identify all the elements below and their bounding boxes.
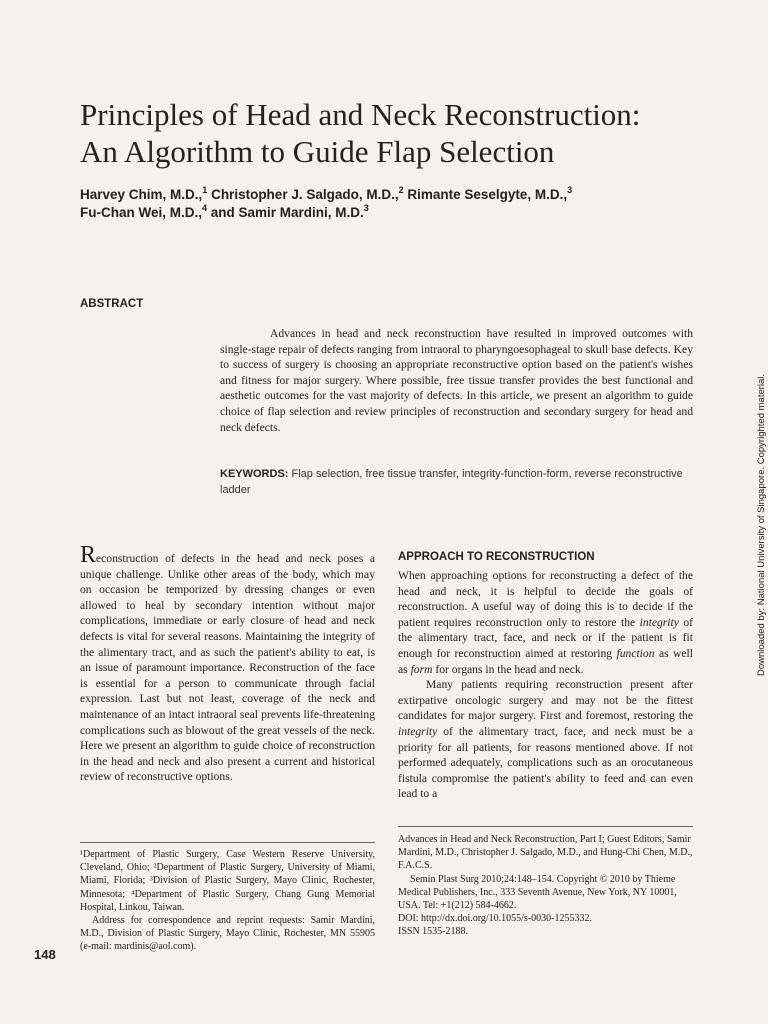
page-number: 148 <box>34 947 56 962</box>
author-1-affiliation: 1 <box>202 184 208 195</box>
emphasis-integrity: integrity <box>639 615 679 629</box>
section-heading: APPROACH TO RECONSTRUCTION <box>398 551 595 563</box>
issue-info: Advances in Head and Neck Reconstruction, Part I; Guest Editors, Samir Mardini, M.D., Christopher J. Salgado, M.D., and Hung-Chi Chen, M.D., F.A.C.S. <box>398 834 693 872</box>
affiliations: ¹Department of Plastic Surgery, Case Western Reserve University, Cleveland, Ohio; ²Department of Plastic Surgery, University of Miami, Miami, Florida; ³Division of Plastic Surgery, Mayo Clinic, Rochester, Minnesota; ⁴Department of Plastic Surgery, Chang Gung Memorial Hospital, Linkou, Taiwan. <box>80 849 375 913</box>
approach-paragraph-2: Many patients requiring reconstruction present after extirpative oncologic surgery and may not be the fittest candidates for major surgery. First and foremost, restoring the integrity of the alimentary tract, face, and neck must be a priority for all patients, for reasons mentioned above. If not performed adequately, complications such as an orocutaneous fistula compromise the patient's ability to feed and can even lead to a <box>398 678 693 801</box>
footnote-divider-left <box>80 842 375 843</box>
drop-cap: R <box>80 542 97 568</box>
correspondence-address: Address for correspondence and reprint requests: Samir Mardini, M.D., Division of Plastic Surgery, Mayo Clinic, Rochester, MN 55905 (e-mail: mardinis@aol.com). <box>80 915 375 953</box>
keywords <box>220 466 693 498</box>
intro-text: econstruction of defects in the head and neck poses a unique challenge. Unlike other areas of the body, which may on occasion be temporized by dressing changes or even allowed to heal by secondary intention without major complications, immediate or early closure of head and neck defects is vital for several reasons. Maintaining the integrity of the alimentary tract, and as such the patient's ability to eat, is an issue of paramount importance. Reconstruction of the face is essential for a person to communicate through facial expression. Last but not least, coverage of the neck and maintenance of an intact intraoral seal prevents life-threatening complications such as blowout of the great vessels of the neck. Here we present an algorithm to guide choice of reconstruction in the head and neck and also present a current and historical review of reconstructive options. <box>80 552 375 784</box>
citation-info: Semin Plast Surg 2010;24:148–154. Copyright © 2010 by Thieme Medical Publishers, Inc., 333 Seventh Avenue, New York, NY 10001, USA. Tel: +1(212) 584-4662. <box>398 873 677 912</box>
author-1: Harvey Chim, M.D., <box>80 187 203 202</box>
author-3: Rimante Seselgyte, M.D., <box>403 187 568 202</box>
article-title <box>80 96 720 170</box>
keywords-label: KEYWORDS: <box>220 468 289 480</box>
approach-paragraph-1: When approaching options for reconstructing a defect of the head and neck, it is helpful to decide the goals of reconstruction. A useful way of doing this is to decide if the patient requires reconstruction only to restore the integrity of the alimentary tract, face, and neck or if the patient is fit enough for reconstruction aimed at restoring function as well as form for organs in the head and neck. <box>398 569 693 676</box>
intro-paragraph <box>80 542 375 785</box>
author-3-affiliation: 3 <box>567 184 573 195</box>
emphasis-function: function <box>616 646 655 660</box>
author-5-affiliation: 3 <box>363 202 369 213</box>
footnote-divider-right <box>398 826 693 827</box>
author-4-affiliation: 4 <box>202 202 208 213</box>
right-column <box>398 548 693 802</box>
download-notice: Downloaded by: National University of Singapore. Copyrighted material. <box>756 373 767 676</box>
author-2: Christopher J. Salgado, M.D., <box>207 187 399 202</box>
keywords-text: Flap selection, free tissue transfer, integrity-function-form, reverse reconstructive ladder <box>220 468 683 496</box>
abstract-text: Advances in head and neck reconstruction have resulted in improved outcomes with single-stage repair of defects ranging from intraoral to pharyngoesophageal to skull base defects. Key to success of surgery is choosing an appropriate reconstructive option based on the patient's wishes and fitness for major surgery. Where possible, free tissue transfer provides the best functional and aesthetic outcomes for the vast majority of defects. In this article, we present an algorithm to guide choice of flap selection and review principles of reconstruction and secondary surgery for head and neck defects. <box>220 327 693 434</box>
author-list <box>80 186 720 222</box>
abstract-heading: ABSTRACT <box>80 298 144 310</box>
title-line-2: An Algorithm to Guide Flap Selection <box>80 134 555 169</box>
publication-footnote <box>398 833 693 939</box>
author-2-affiliation: 2 <box>398 184 404 195</box>
title-line-1: Principles of Head and Neck Reconstruction: <box>80 97 641 132</box>
affiliations-footnote <box>80 848 375 954</box>
emphasis-integrity-2: integrity <box>398 724 438 738</box>
author-5: and Samir Mardini, M.D. <box>207 205 364 220</box>
doi-info: DOI: http://dx.doi.org/10.1055/s-0030-1255332. <box>398 913 592 925</box>
emphasis-form: form <box>410 662 433 676</box>
issn-info: ISSN 1535-2188. <box>398 926 469 938</box>
author-4: Fu-Chan Wei, M.D., <box>80 205 202 220</box>
